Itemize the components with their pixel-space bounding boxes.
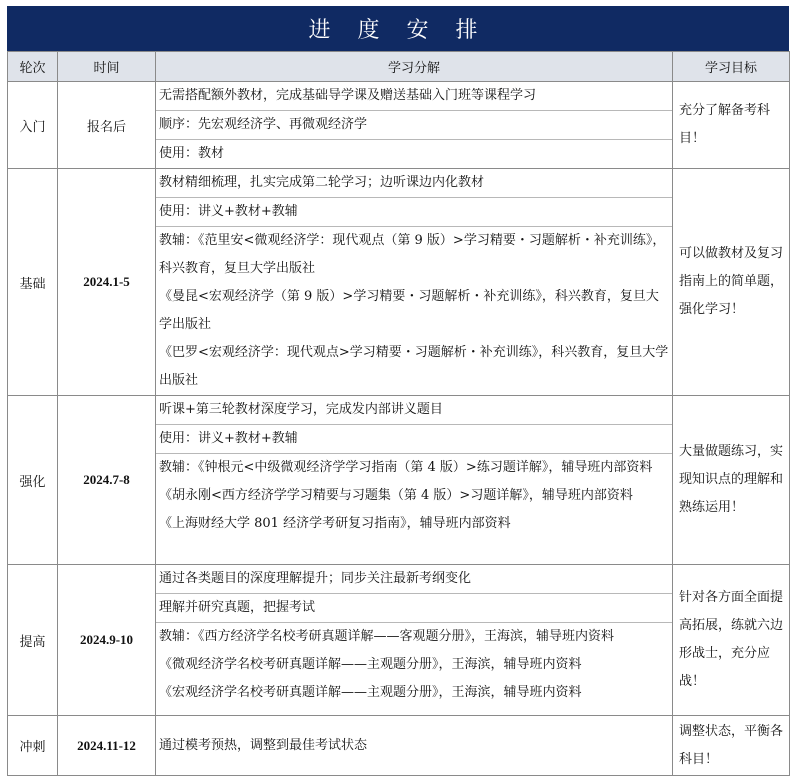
goal-cell: 针对各方面全面提高拓展，练就六边形战士，充分应战！ — [673, 565, 790, 716]
table-row — [8, 82, 790, 169]
list-item: 《上海财经大学 801 经济学考研复习指南》，辅导班内部资料 — [159, 516, 511, 531]
time-cell: 2024.1-5 — [58, 169, 156, 396]
table-header-row — [8, 52, 790, 82]
breakdown-cell — [156, 565, 673, 716]
header-goal: 学习目标 — [673, 52, 790, 82]
table-row — [8, 565, 790, 716]
list-item: 教辅：《钟根元<中级微观经济学学习指南（第 4 版）>练习题详解》，辅导班内部资料 — [159, 460, 653, 475]
breakdown-cell — [156, 716, 673, 776]
time-cell: 2024.9-10 — [58, 565, 156, 716]
stage-cell: 基础 — [8, 169, 58, 396]
list-item: 理解并研究真题，把握考试 — [156, 594, 672, 623]
list-item: 通过各类题目的深度理解提升；同步关注最新考纲变化 — [156, 565, 672, 594]
goal-cell: 调整状态，平衡各科目！ — [673, 716, 790, 776]
schedule-table — [7, 51, 790, 776]
breakdown-cell — [156, 396, 673, 565]
header-breakdown: 学习分解 — [156, 52, 673, 82]
list-item: 听课+第三轮教材深度学习，完成发内部讲义题目 — [156, 396, 672, 425]
stage-cell: 提高 — [8, 565, 58, 716]
table-row — [8, 716, 790, 776]
breakdown-cell — [156, 82, 673, 169]
goal-cell: 充分了解备考科目！ — [673, 82, 790, 169]
table-row — [8, 169, 790, 396]
list-item: 无需搭配额外教材，完成基础导学课及赠送基础入门班等课程学习 — [156, 82, 672, 111]
list-item: 使用：讲义+教材+教辅 — [156, 425, 672, 454]
page-title: 进 度 安 排 — [7, 6, 789, 51]
list-item: 通过模考预热，调整到最佳考试状态 — [159, 737, 368, 753]
list-item: 教辅：《范里安<微观经济学：现代观点（第 9 版）>学习精要・习题解析・补充训练》，科兴教育，复旦大学出版社 — [159, 233, 666, 276]
goal-cell: 大量做题练习，实现知识点的理解和熟练运用！ — [673, 396, 790, 565]
list-item: 使用：讲义+教材+教辅 — [156, 198, 672, 227]
list-item: 顺序：先宏观经济学、再微观经济学 — [156, 111, 672, 140]
time-cell: 2024.11-12 — [58, 716, 156, 776]
stage-cell: 入门 — [8, 82, 58, 169]
list-item: 使用：教材 — [159, 146, 225, 161]
list-item: 《胡永刚<西方经济学学习精要与习题集（第 4 版）>习题详解》，辅导班内部资料 — [159, 488, 633, 503]
table-row — [8, 396, 790, 565]
stage-cell: 强化 — [8, 396, 58, 565]
time-cell: 2024.7-8 — [58, 396, 156, 565]
list-item: 《巴罗<宏观经济学：现代观点>学习精要・习题解析・补充训练》，科兴教育，复旦大学出版社 — [159, 345, 669, 388]
list-item: 教材精细梳理，扎实完成第二轮学习；边听课边内化教材 — [156, 169, 672, 198]
list-item: 《微观经济学名校考研真题详解——主观题分册》，王海滨，辅导班内资料 — [159, 657, 582, 672]
stage-cell: 冲刺 — [8, 716, 58, 776]
list-item: 教辅：《西方经济学名校考研真题详解——客观题分册》，王海滨，辅导班内资料 — [159, 629, 615, 644]
breakdown-cell — [156, 169, 673, 396]
list-item: 《宏观经济学名校考研真题详解——主观题分册》，王海滨，辅导班内资料 — [159, 685, 582, 700]
header-stage: 轮次 — [8, 52, 58, 82]
list-item: 《曼昆<宏观经济学（第 9 版）>学习精要・习题解析・补充训练》，科兴教育，复旦大学出版社 — [159, 289, 659, 332]
goal-cell: 可以做教材及复习指南上的简单题，强化学习！ — [673, 169, 790, 396]
header-time: 时间 — [58, 52, 156, 82]
time-cell: 报名后 — [58, 82, 156, 169]
